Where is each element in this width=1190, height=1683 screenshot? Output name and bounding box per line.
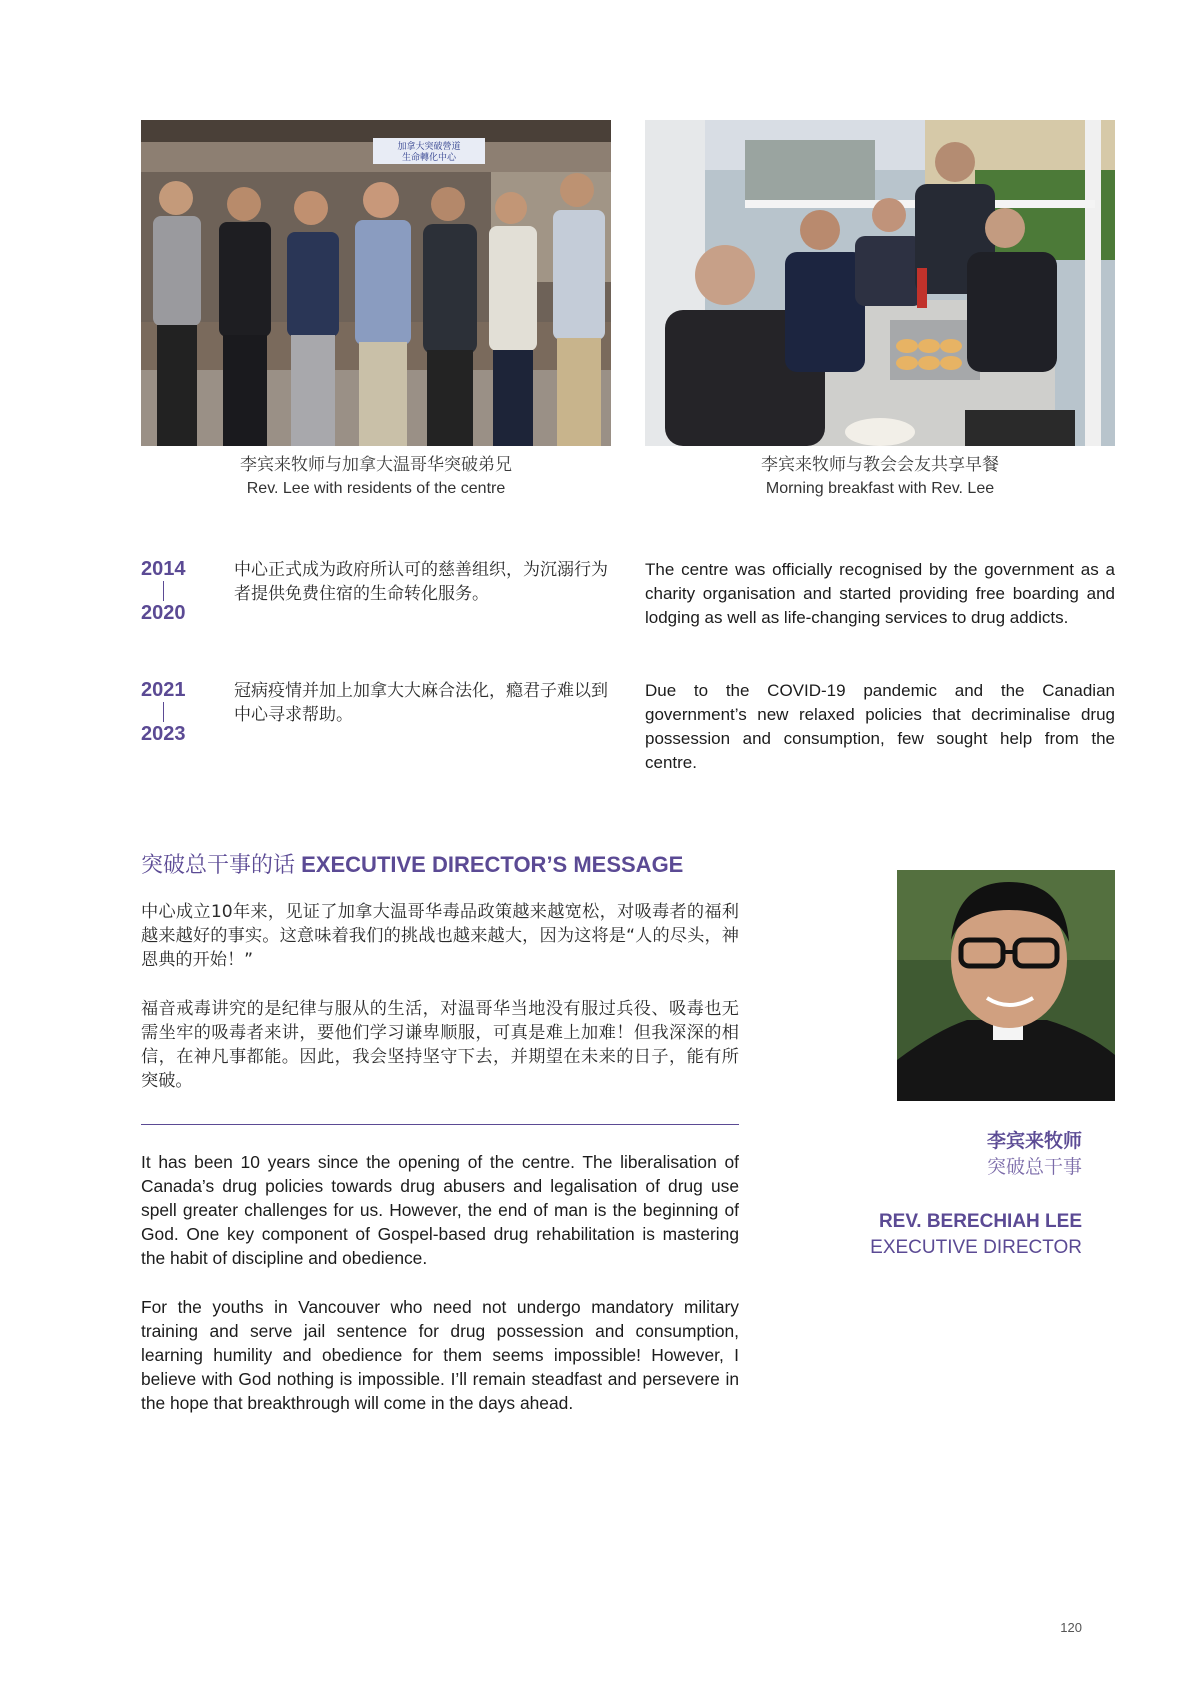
director-name-en-block [870,1209,1082,1261]
photo-residents-group [141,120,611,446]
year-separator [163,702,164,722]
director-title-cn: 突破总干事 [986,1156,1082,1178]
photo-breakfast [645,120,1115,446]
centre-sign-text-1: 加拿大突破營道 [397,142,461,152]
director-name-cn: 李宾来牧师 [986,1130,1082,1152]
timeline-years-2 [141,678,211,746]
caption-left-cn: 李宾来牧师与加拿大温哥华突破弟兄 [240,455,512,475]
year-end: 2023 [141,723,186,745]
timeline-text-en-2: Due to the COVID-19 pandemic and the Canadian government’s new relaxed policies that decriminalise drug possession and consumption, few sought help from the centre. [645,681,1115,772]
director-portrait [897,870,1115,1101]
year-end: 2020 [141,602,186,624]
section-title [141,848,683,879]
photo-caption-right [645,454,1115,500]
caption-right-en: Morning breakfast with Rev. Lee [765,480,995,497]
section-title-cn: 突破总干事的话 [141,853,296,878]
photo-caption-left [141,454,611,500]
year-start: 2014 [141,558,186,580]
year-start: 2021 [141,679,186,701]
message-paragraph-en-1: It has been 10 years since the opening of the centre. The liberalisation of Canada’s drug policies towards drug abusers and legalisation of drug use spell greater challenges for us. However, the end of man is the beginning of God. One key component of Gospel-based drug rehabilitation is mastering the habit of discipline and obedience. [141,1152,739,1268]
year-separator [163,581,164,601]
director-name-en: REV. BERECHIAH LEE [878,1211,1082,1232]
page-number: 120 [1060,1620,1082,1635]
director-name-cn-block [987,1128,1082,1180]
message-paragraph-cn-1: 中心成立10年来，见证了加拿大温哥华毒品政策越来越宽松，对吸毒者的福利越来越好的事实。这意味着我们的挑战也越来越大，因为这将是“人的尽头，神恩典的开始！” [141,902,739,970]
message-paragraph-en-2: For the youths in Vancouver who need not undergo mandatory military training and serve jail sentence for drug possession and consumption, learning humility and obedience for them seems impossible! However, I believe with God nothing is impossible. I’ll remain steadfast and persevere in the hope that breakthrough will come in the days ahead. [141,1297,739,1413]
director-title-en: EXECUTIVE DIRECTOR [870,1237,1082,1258]
timeline-text-cn-1: 中心正式成为政府所认可的慈善组织，为沉溺行为者提供免费住宿的生命转化服务。 [234,560,608,604]
timeline-years-1 [141,557,211,625]
caption-right-cn: 李宾来牧师与教会会友共享早餐 [761,455,999,475]
timeline-text-en-1: The centre was officially recognised by the government as a charity organisation and started providing free boarding and lodging as well as life-changing services to drug addicts. [645,560,1115,627]
caption-left-en: Rev. Lee with residents of the centre [246,480,506,497]
divider [141,1124,739,1125]
section-title-en: EXECUTIVE DIRECTOR’S MESSAGE [301,852,684,877]
timeline-text-cn-2: 冠病疫情并加上加拿大大麻合法化，瘾君子难以到中心寻求帮助。 [234,681,608,725]
centre-sign-text-2: 生命轉化中心 [401,153,457,163]
message-paragraph-cn-2: 福音戒毒讲究的是纪律与服从的生活，对温哥华当地没有服过兵役、吸毒也无需坐牢的吸毒者来讲，要他们学习谦卑顺服，可真是难上加难！但我深深的相信，在神凡事都能。因此，我会坚持坚守下去，并期望在未来的日子，能有所突破。 [141,999,739,1091]
